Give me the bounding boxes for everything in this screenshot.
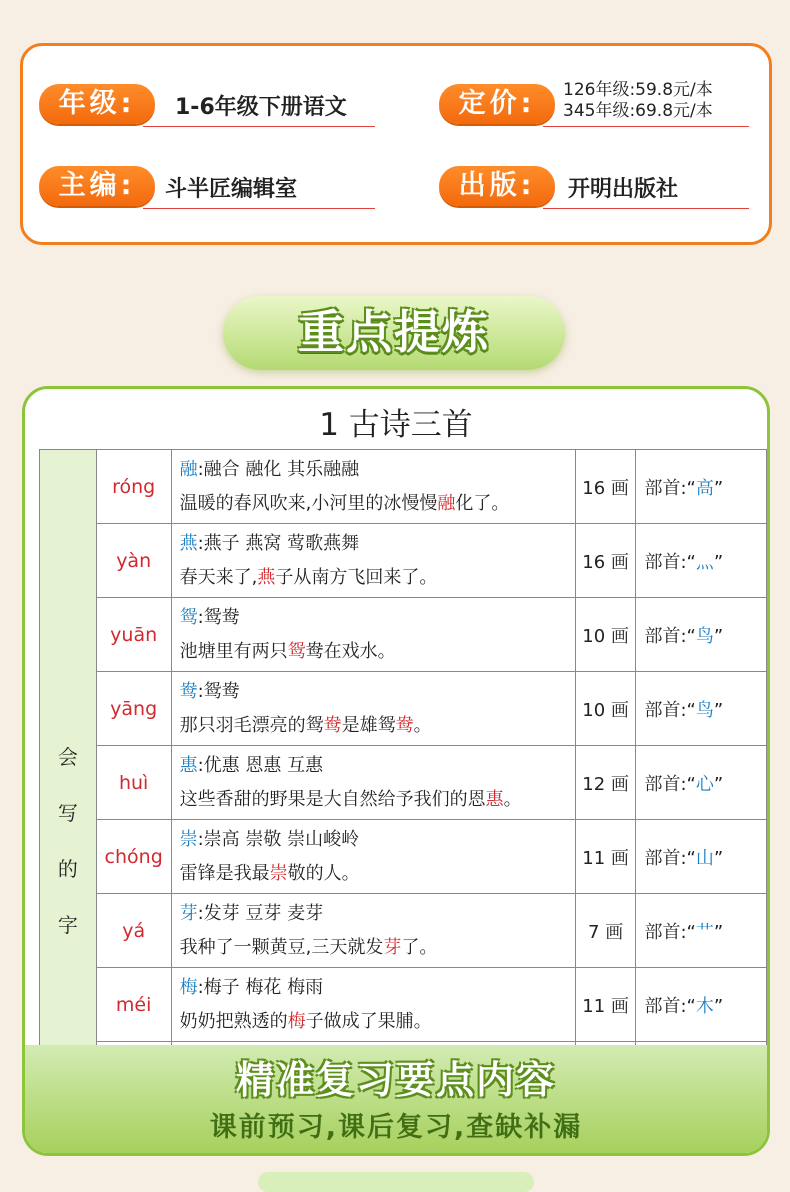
radical-value: 心: [695, 773, 714, 795]
stroke-count-cell: 11 画: [575, 820, 636, 894]
radical-value: 山: [695, 847, 714, 869]
table-row: [40, 746, 767, 820]
highlight-character: 燕: [257, 566, 276, 588]
pinyin-cell: méi: [96, 968, 171, 1042]
radical-value: 木: [695, 995, 714, 1017]
target-character: 燕: [179, 532, 198, 554]
example-sentence: [180, 635, 575, 669]
stroke-count-cell: 7 画: [575, 894, 636, 968]
sentence-part: 了。: [401, 936, 438, 958]
words-cell: [171, 968, 575, 1042]
category-char: 字: [57, 912, 78, 937]
stroke-count-cell: 16 画: [575, 524, 636, 598]
highlight-character: 鸯: [395, 714, 414, 736]
radical-value: 高: [695, 477, 714, 499]
sentence-part: 化了。: [455, 492, 510, 514]
lesson-title: 1 古诗三首: [319, 407, 473, 443]
words-cell: [171, 672, 575, 746]
table-row: [40, 672, 767, 746]
sentence-part: 。: [413, 714, 432, 736]
bottom-band: [25, 1045, 767, 1153]
word-list: [180, 601, 575, 635]
sentence-part: 鸯在戏水。: [305, 640, 396, 662]
band-title: 精准复习要点内容: [235, 1058, 556, 1102]
band-subtitle: 课前预习,课后复习,查缺补漏: [209, 1112, 583, 1143]
table-row: [40, 820, 767, 894]
word-list: [180, 971, 575, 1005]
radical-prefix: 部首:: [644, 773, 687, 795]
word-examples: :优惠 恩惠 互惠: [197, 754, 324, 776]
word-list: [180, 453, 575, 487]
radical-value: 鸟: [695, 625, 714, 647]
publisher-underline: [543, 208, 749, 209]
example-sentence: [180, 709, 575, 743]
highlight-character: 芽: [383, 936, 402, 958]
stroke-count-cell: 11 画: [575, 968, 636, 1042]
category-cell: [40, 450, 97, 1082]
sentence-part: 是雄鸳: [341, 714, 396, 736]
word-examples: :崇高 崇敬 崇山峻岭: [197, 828, 360, 850]
target-character: 鸯: [179, 680, 198, 702]
radical-cell: 部首:“心”: [636, 746, 767, 820]
target-character: 鸳: [179, 606, 198, 628]
sentence-part: 子做成了果脯。: [305, 1010, 432, 1032]
word-examples: :鸳鸯: [197, 680, 240, 702]
radical-cell: 部首:“鸟”: [636, 672, 767, 746]
radical-prefix: 部首:: [644, 551, 687, 573]
editor-underline: [143, 208, 375, 209]
radical-value: 鸟: [695, 699, 714, 721]
radical-prefix: 部首:: [644, 699, 687, 721]
target-character: 梅: [179, 976, 198, 998]
pinyin-cell: yāng: [96, 672, 171, 746]
example-sentence: [180, 931, 575, 965]
stroke-count-cell: 16 画: [575, 450, 636, 524]
publisher-label: 出版:: [439, 166, 555, 206]
word-examples: :燕子 燕窝 莺歌燕舞: [197, 532, 360, 554]
radical-cell: 部首:“鸟”: [636, 598, 767, 672]
pinyin-cell: huì: [96, 746, 171, 820]
word-list: [180, 897, 575, 931]
words-cell: [171, 894, 575, 968]
word-list: [180, 675, 575, 709]
radical-value: 艹: [695, 921, 714, 943]
sentence-part: 这些香甜的野果是大自然给予我们的恩: [179, 788, 486, 810]
table-row: [40, 598, 767, 672]
highlight-character: 鸳: [287, 640, 306, 662]
example-sentence: [180, 857, 575, 891]
category-char: 写: [57, 800, 78, 825]
words-cell: [171, 450, 575, 524]
section-banner: 重点提炼: [223, 296, 565, 370]
grade-label: 年级:: [39, 84, 155, 124]
target-character: 融: [179, 458, 198, 480]
category-char: 会: [57, 744, 78, 769]
words-cell: [171, 820, 575, 894]
sentence-part: 那只羽毛漂亮的鸳: [179, 714, 324, 736]
words-cell: [171, 524, 575, 598]
grade-underline: [143, 126, 375, 127]
highlight-character: 融: [437, 492, 456, 514]
radical-prefix: 部首:: [644, 477, 687, 499]
word-examples: :融合 融化 其乐融融: [197, 458, 360, 480]
table-row: [40, 524, 767, 598]
radical-cell: 部首:“艹”: [636, 894, 767, 968]
target-character: 芽: [179, 902, 198, 924]
editor-value: 斗半匠编辑室: [165, 177, 298, 202]
pinyin-cell: yuān: [96, 598, 171, 672]
sentence-part: 奶奶把熟透的: [179, 1010, 288, 1032]
pinyin-cell: yá: [96, 894, 171, 968]
highlight-character: 崇: [269, 862, 288, 884]
price-underline: [543, 126, 749, 127]
publisher-value: 开明出版社: [568, 177, 679, 202]
radical-prefix: 部首:: [644, 847, 687, 869]
highlight-character: 梅: [287, 1010, 306, 1032]
word-list: [180, 749, 575, 783]
character-table: [39, 449, 767, 1082]
stroke-count-cell: 12 画: [575, 746, 636, 820]
price-line-2: 345年级:69.8元/本: [563, 101, 713, 121]
radical-cell: 部首:“灬”: [636, 524, 767, 598]
radical-prefix: 部首:: [644, 995, 687, 1017]
radical-cell: 部首:“山”: [636, 820, 767, 894]
lesson-panel: [22, 386, 770, 1156]
sentence-part: 雷锋是我最: [179, 862, 270, 884]
price-values: [563, 80, 713, 122]
highlight-character: 惠: [485, 788, 504, 810]
word-examples: :鸳鸯: [197, 606, 240, 628]
radical-cell: 部首:“高”: [636, 450, 767, 524]
table-row: [40, 450, 767, 524]
editor-label: 主编:: [39, 166, 155, 206]
words-cell: [171, 598, 575, 672]
sentence-part: 敬的人。: [287, 862, 360, 884]
word-examples: :发芽 豆芽 麦芽: [197, 902, 324, 924]
sentence-part: 池塘里有两只: [179, 640, 288, 662]
words-cell: [171, 746, 575, 820]
sentence-part: 子从南方飞回来了。: [275, 566, 438, 588]
radical-cell: 部首:“木”: [636, 968, 767, 1042]
example-sentence: [180, 783, 575, 817]
target-character: 崇: [179, 828, 198, 850]
example-sentence: [180, 561, 575, 595]
radical-prefix: 部首:: [644, 625, 687, 647]
radical-prefix: 部首:: [644, 921, 687, 943]
table-row: [40, 894, 767, 968]
example-sentence: [180, 1005, 575, 1039]
stroke-count-cell: 10 画: [575, 598, 636, 672]
sentence-part: 温暖的春风吹来,小河里的冰慢慢: [179, 492, 438, 514]
word-list: [180, 527, 575, 561]
book-info-card: [20, 43, 772, 245]
radical-value: 灬: [695, 551, 714, 573]
sentence-part: 我种了一颗黄豆,三天就发: [179, 936, 384, 958]
highlight-character: 鸯: [323, 714, 342, 736]
pinyin-cell: chóng: [96, 820, 171, 894]
example-sentence: [180, 487, 575, 521]
pinyin-cell: yàn: [96, 524, 171, 598]
price-label: 定价:: [439, 84, 555, 124]
word-examples: :梅子 梅花 梅雨: [197, 976, 324, 998]
next-section-pill: [258, 1172, 534, 1192]
price-line-1: 126年级:59.8元/本: [563, 80, 713, 100]
sentence-part: 春天来了,: [179, 566, 258, 588]
category-char: 的: [57, 856, 78, 881]
table-row: [40, 968, 767, 1042]
pinyin-cell: róng: [96, 450, 171, 524]
sentence-part: 。: [503, 788, 522, 810]
target-character: 惠: [179, 754, 198, 776]
word-list: [180, 823, 575, 857]
stroke-count-cell: 10 画: [575, 672, 636, 746]
grade-value: 1-6年级下册语文: [175, 95, 347, 120]
